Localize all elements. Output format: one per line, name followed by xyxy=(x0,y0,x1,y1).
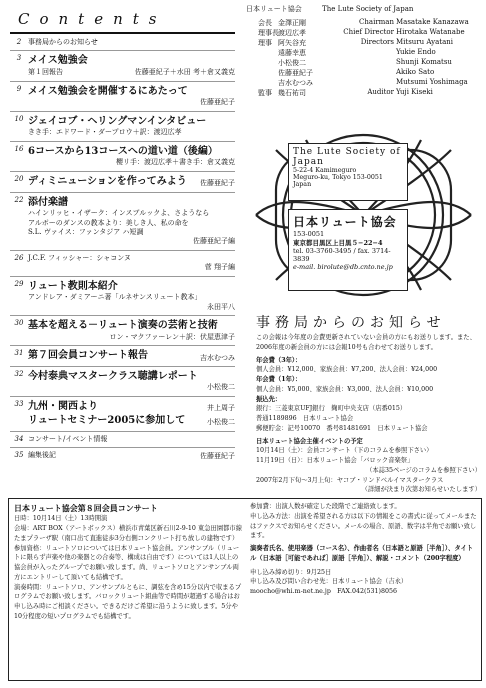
toc-separator xyxy=(10,366,235,367)
toc-separator xyxy=(10,250,235,251)
toc-separator xyxy=(10,431,235,432)
notice-title: 事務局からのお知らせ xyxy=(256,315,446,331)
toc-page-number: 34 xyxy=(14,434,24,443)
address-jp-email[interactable]: e-mail. birolute@db.cnto.ne.jp xyxy=(293,263,393,271)
toc-title: 基本を超える－リュート演奏の芸術と技術 xyxy=(28,320,218,332)
events-label: 日本リュート協会主催イベントの予定 xyxy=(256,437,363,445)
toc-page-number: 35 xyxy=(14,451,24,460)
toc-item[interactable] xyxy=(10,414,235,428)
bank-info: 銀行：三菱東京UFJ銀行 麹町中央支店（店番015） xyxy=(256,405,407,413)
toc-author: 井上周子 xyxy=(207,404,235,413)
toc-item[interactable] xyxy=(10,254,235,273)
toc-title: ディミニューションを作ってみよう xyxy=(28,175,187,187)
toc-item[interactable] xyxy=(10,451,235,461)
table-of-contents xyxy=(10,38,235,461)
toc-title: 6コースから13コースへの道い道（後編） xyxy=(28,145,218,157)
officer-role: 理事 xyxy=(258,39,272,47)
toc-item[interactable] xyxy=(10,98,235,107)
notice-intro: この会報は今年度の会費更新されていない会員の方にもお送りします。また、2006年度の新会員の方には会報10号も合わせてお送りします。 xyxy=(256,334,476,351)
toc-title: 九州・関西より xyxy=(28,400,98,412)
toc-title: 添付楽譜 xyxy=(28,196,68,208)
toc-author: ロン・マクファーレン＋訳：伏屋恵津子 xyxy=(109,332,235,341)
toc-item[interactable] xyxy=(10,85,235,99)
officer-name: 遠藤幸恵 xyxy=(278,49,306,57)
officer-name-en: Akiko Sato xyxy=(396,68,435,76)
toc-title: リュートセミナー2005に参加して xyxy=(28,414,186,426)
fee-1yr-label: 年会費（1年）： xyxy=(256,376,302,383)
toc-item[interactable] xyxy=(10,128,235,137)
toc-title: ジェイコブ・ヘリングマンインタビュー xyxy=(28,115,207,127)
officer-row xyxy=(246,38,482,48)
toc-item[interactable] xyxy=(10,400,235,414)
concert-email[interactable]: moocho@whi.m-net.ne.jp FAX.042(531)8056 xyxy=(250,588,397,595)
officer-name: 小松俊二 xyxy=(278,59,306,67)
toc-title: 第７回会員コンサート報告 xyxy=(28,350,148,361)
address-jp-addr: 東京都目黒区上目黒５−22−4 xyxy=(293,239,383,247)
toc-page-number: 2 xyxy=(16,38,22,46)
officer-name: 渡辺広孝 xyxy=(278,29,306,37)
toc-page-number: 29 xyxy=(14,279,24,288)
officer-list xyxy=(246,18,482,98)
toc-item[interactable] xyxy=(10,319,235,333)
concert-format: 演奏者氏名、使用楽器（コース名）、作曲者名（日本語と原語［半角］）、タイトル（日本語［可能であれば］原語［半角］）、解説・コメント（200字程度） xyxy=(250,545,474,562)
toc-separator xyxy=(10,315,235,316)
concert-method: 申し込み方法：出演を希望される方は以下の情報をこの書式に従ってメールまたはファクスでお知らせください。メールの場合、原語、数字は半角でお願い致します。 xyxy=(250,512,477,540)
toc-page-number: 16 xyxy=(14,144,24,153)
concert-contact: 申し込み及び問い合わせ先：日本リュート協会（吉永） xyxy=(250,578,408,586)
toc-title: 事務局からのお知らせ xyxy=(28,38,98,46)
officer-role-en: Chief Director xyxy=(343,28,394,36)
toc-item[interactable] xyxy=(10,333,235,342)
toc-author: 佐藤亜紀子 xyxy=(200,451,235,460)
contents-rule xyxy=(10,32,235,34)
toc-author: 櫻リ手：渡辺広孝＋書き手：倉又義克 xyxy=(116,158,235,167)
officer-name-en: Mutsumi Yoshimaga xyxy=(396,78,468,86)
officer-name-en: Yuji Kiseki xyxy=(396,88,433,96)
officer-role-en: Auditor xyxy=(367,88,394,96)
postal-account: 郵便貯金：記号10070 番号81481691 日本リュート協会 xyxy=(256,424,428,432)
toc-item[interactable] xyxy=(10,383,235,392)
officer-row xyxy=(246,28,482,38)
fee-3yr-label: 年会費（3年）： xyxy=(256,356,302,364)
toc-author: 小松俊二 xyxy=(207,383,235,392)
address-japanese xyxy=(288,209,408,291)
event-3: 2007年2月下旬〜3月上旬：ヤコブ・リンドベルイマスタークラス xyxy=(256,476,444,484)
toc-item[interactable] xyxy=(10,158,235,167)
toc-separator xyxy=(10,396,235,397)
toc-item[interactable] xyxy=(10,175,235,189)
toc-separator xyxy=(10,81,235,82)
officer-row xyxy=(246,48,482,58)
toc-page-number: 20 xyxy=(14,174,24,183)
toc-separator xyxy=(10,276,235,277)
toc-page-number: 26 xyxy=(14,253,24,262)
toc-item[interactable] xyxy=(10,303,235,312)
event-3-note: （詳細が決まり次第お知らせいたします） xyxy=(361,486,481,494)
toc-separator xyxy=(10,171,235,172)
officer-name: 幾石祐司 xyxy=(278,89,306,97)
concert-deadline: 申し込み締め切り：9月25日 xyxy=(250,568,332,576)
officer-row xyxy=(246,88,482,98)
event-2-note: （本誌35ページのコラムを参照下さい） xyxy=(366,466,481,474)
officer-name-en: Hirotaka Watanabe xyxy=(396,28,465,36)
toc-title: 第１回報告 xyxy=(28,67,63,76)
toc-page-number: 22 xyxy=(14,195,24,204)
concert-date: 日時：10月14日（土）13時開演 xyxy=(14,515,108,523)
toc-separator xyxy=(10,141,235,142)
officer-role: 会長 xyxy=(258,19,272,27)
fee-1yr: 個人会員：¥5,000、家族会員：¥3,000、法人会員：¥10,000 xyxy=(256,385,434,393)
officer-name: 佐藤亜紀子 xyxy=(278,69,313,77)
officer-name-en: Yukie Endo xyxy=(396,48,436,56)
contents-header xyxy=(10,8,235,34)
toc-item[interactable] xyxy=(10,196,235,210)
officer-role-en: Chairman xyxy=(359,18,394,26)
toc-item[interactable] xyxy=(10,145,235,159)
address-en-name: The Lute Society of Japan xyxy=(293,147,401,167)
toc-title: アンドレア・ダミアーニ著「ルネサンスリュート教本」 xyxy=(28,293,202,302)
address-en-line1: 5-22-4 Kamimeguro xyxy=(293,167,357,174)
toc-item[interactable] xyxy=(10,54,235,68)
address-jp-name: 日本リュート協会 xyxy=(293,215,397,229)
concert-left-column xyxy=(14,502,242,622)
toc-page-number: 10 xyxy=(14,114,24,123)
fee-3yr: 個人会員：¥12,000、家族会員：¥7,200、法人会員：¥24,000 xyxy=(256,366,438,374)
concert-qualification: 参加資格：リュートソロについては日本リュート協会員。アンサンブル（リュートに限らず声楽や他の楽器との合奏等、構成は自由です）については1人以上の協会員が入ったグループでお願い致します。尚、リュートソロとアンサンブル両方にエントリーして頂いても結構です。 xyxy=(14,544,240,581)
toc-item[interactable] xyxy=(10,219,235,228)
address-jp-zip: 153-0051 xyxy=(293,230,325,238)
officer-name: 金澤正剛 xyxy=(278,19,306,27)
toc-item[interactable] xyxy=(10,209,235,218)
toc-separator xyxy=(10,111,235,112)
toc-item[interactable] xyxy=(10,349,235,363)
transfer-label: 振込先： xyxy=(256,395,282,403)
officer-role-en: Directors xyxy=(360,38,394,46)
toc-title: 今村泰典マスタークラス聴講レポート xyxy=(28,370,198,382)
toc-author: 佐藤亜紀子 xyxy=(200,98,235,107)
toc-page-number: 32 xyxy=(14,369,24,378)
toc-title: きき手：エドワード・ダープロウ＋訳：渡辺広孝 xyxy=(28,128,182,137)
officer-row xyxy=(246,68,482,78)
officer-name-en: Masatake Kanazawa xyxy=(396,18,469,26)
concert-venue: 会場：ART BOX（アートボックス）横浜市青葉区新石川2-9-10 東急田園都市線たまプラーザ駅（南口出て直進徒歩3分右側コンクリート打ち放しの建物です） xyxy=(14,525,243,542)
org-header-en: The Lute Society of Japan xyxy=(322,5,414,13)
officer-row xyxy=(246,58,482,68)
toc-author: 菅 翔子編 xyxy=(204,263,235,272)
toc-separator xyxy=(10,50,235,51)
toc-separator xyxy=(10,192,235,193)
officer-role: 監事 xyxy=(258,89,272,97)
toc-item[interactable] xyxy=(10,293,235,302)
officer-row xyxy=(246,18,482,28)
toc-separator xyxy=(10,447,235,448)
toc-title: 編集後記 xyxy=(28,451,56,460)
toc-item[interactable] xyxy=(10,435,235,444)
toc-title: メイス勉強会 xyxy=(28,55,88,67)
toc-page-number: 9 xyxy=(16,84,22,93)
toc-item[interactable] xyxy=(10,228,235,247)
contents-title: Contents xyxy=(18,10,167,28)
bank-account: 普通1189896 日本リュート協会 xyxy=(256,415,354,422)
toc-author: 佐藤亜紀子＋水田 考＋倉又義克 xyxy=(134,68,235,77)
org-header-jp: 日本リュート協会 xyxy=(246,5,302,13)
org-header xyxy=(246,4,413,14)
event-2: 11月19日（日）：日本リュート協会「バロック音楽祭」 xyxy=(256,457,414,464)
officer-row xyxy=(246,78,482,88)
toc-title: メイス勉強会を開催するにあたって xyxy=(28,85,188,97)
event-1: 10月14日（土）：会員コンサート（下のコラムを参照下さい） xyxy=(256,447,433,455)
officer-role: 理事長 xyxy=(258,29,279,37)
concert-fee: 参加費：出演人数が確定した段階でご連絡致します。 xyxy=(250,503,401,510)
toc-page-number: 3 xyxy=(16,54,22,63)
toc-item[interactable] xyxy=(10,370,235,384)
toc-separator xyxy=(10,345,235,346)
toc-page-number: 33 xyxy=(14,399,24,408)
officer-name-en: Shunji Komatsu xyxy=(396,58,452,66)
address-en-line3: Japan xyxy=(293,181,312,188)
toc-item[interactable] xyxy=(10,68,235,78)
toc-page-number: 30 xyxy=(14,319,24,328)
toc-title: J.C.F. フィッシャー：シャコンヌ xyxy=(28,253,131,262)
toc-author: 佐藤亜紀子編 xyxy=(193,237,235,246)
toc-title: リュート教則本紹介 xyxy=(28,280,118,292)
toc-title: アルボーのダンスの教本より：美しき人、私の命を xyxy=(28,218,189,227)
toc-item[interactable] xyxy=(10,38,235,47)
officer-name: 吉水むつみ xyxy=(278,79,313,87)
toc-title: S.L. ヴァイス：ファンタジア ハ短調 xyxy=(28,227,144,236)
address-english xyxy=(288,143,408,201)
address-en-line2: Meguro-ku, Tokyo 153-0051 xyxy=(293,174,383,181)
toc-author: 小松俊二 xyxy=(207,418,235,427)
concert-time: 演奏時間：リュートソロ、アンサンブルともに、調弦を含め15分以内で収まるプログラムでお願い致します。バロックリュート組曲等で時間が超過する場合はお申し込み時にご相談ください。できるだけご希望に沿うように致します。5分や10分程度の短いプログラムでも結構です。 xyxy=(14,583,242,620)
toc-page-number: 31 xyxy=(14,349,24,357)
toc-title: コンサート/イベント情報 xyxy=(28,434,108,443)
toc-title: ハインリッヒ・イザーク：インスブルックよ、さようなら xyxy=(28,209,210,218)
toc-item[interactable] xyxy=(10,115,235,129)
officer-name-en: Mitsuru Ayatani xyxy=(396,38,454,46)
toc-item[interactable] xyxy=(10,280,235,294)
officer-name: 阿矢谷充 xyxy=(278,39,306,47)
toc-author: 吉水むつみ xyxy=(200,353,235,362)
address-jp-tel: tel. 03-3760-3495 / fax. 3714-3839 xyxy=(293,247,391,263)
notice-body xyxy=(256,333,481,495)
concert-right-column xyxy=(250,502,478,597)
toc-author: 永田平八 xyxy=(207,302,235,311)
concert-title: 日本リュート協会第８回会員コンサート xyxy=(14,503,158,513)
toc-author: 佐藤亜紀子 xyxy=(200,179,235,188)
